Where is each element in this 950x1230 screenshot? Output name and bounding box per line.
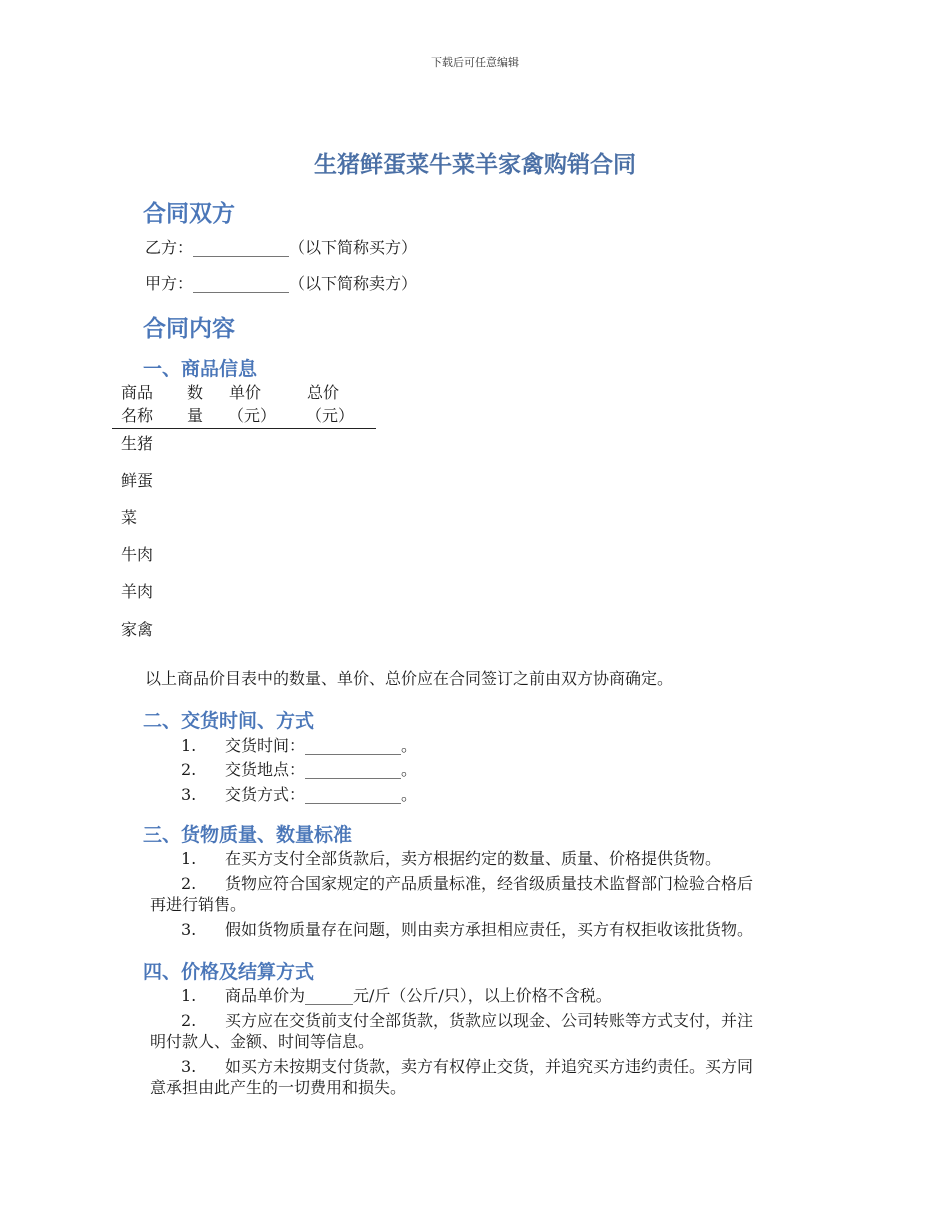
- list-item: 交货地点：____________。: [225, 760, 418, 779]
- list-item: 货物应符合国家规定的产品质量标准，经省级质量技术监督部门检验合格后: [225, 874, 754, 893]
- table-row-name: 羊肉: [121, 582, 154, 601]
- col-header-qty-1: 数: [187, 383, 204, 402]
- list-item: 买方应在交货前支付全部货款，货款应以现金、公司转账等方式支付，并注: [225, 1011, 754, 1030]
- list-item-number: 2.: [181, 760, 197, 779]
- table-row-name: 生猪: [121, 434, 154, 453]
- table-row-name: 家禽: [121, 620, 154, 639]
- header-note: 下载后可任意编辑: [431, 56, 519, 69]
- list-item-number: 3.: [181, 785, 197, 804]
- list-item-number: 2.: [181, 874, 197, 893]
- table-row-name: 鲜蛋: [121, 471, 154, 490]
- document-title: 生猪鲜蛋菜牛菜羊家禽购销合同: [314, 152, 636, 178]
- goods-heading: 一、商品信息: [143, 358, 258, 380]
- list-item-number: 1.: [181, 849, 197, 868]
- table-row-name: 菜: [121, 508, 138, 527]
- goods-note: 以上商品价目表中的数量、单价、总价应在合同签订之前由双方协商确定。: [145, 669, 674, 688]
- col-header-unit-price-2: （元）: [228, 406, 277, 425]
- list-item: 在买方支付全部货款后，卖方根据约定的数量、质量、价格提供货物。: [225, 849, 722, 868]
- list-item-number: 1.: [181, 986, 197, 1005]
- party-a-line: 甲方：____________（以下简称卖方）: [145, 274, 418, 293]
- list-item-continuation: 明付款人、金额、时间等信息。: [150, 1032, 375, 1051]
- list-item-number: 2.: [181, 1011, 197, 1030]
- col-header-name-2: 名称: [121, 406, 154, 425]
- col-header-qty-2: 量: [187, 406, 204, 425]
- list-item: 商品单价为______元/斤（公斤/只），以上价格不含税。: [225, 986, 612, 1005]
- parties-heading: 合同双方: [143, 201, 235, 227]
- list-item-number: 1.: [181, 736, 197, 755]
- col-header-unit-price-1: 单价: [229, 383, 262, 402]
- col-header-total-2: （元）: [306, 406, 355, 425]
- delivery-heading: 二、交货时间、方式: [143, 710, 315, 732]
- col-header-total-1: 总价: [307, 383, 340, 402]
- list-item: 如买方未按期支付货款，卖方有权停止交货，并追究买方违约责任。买方同: [225, 1057, 754, 1076]
- content-heading: 合同内容: [143, 316, 235, 342]
- list-item: 假如货物质量存在问题，则由卖方承担相应责任，买方有权拒收该批货物。: [225, 920, 754, 939]
- list-item: 交货时间：____________。: [225, 736, 418, 755]
- list-item-continuation: 意承担由此产生的一切费用和损失。: [150, 1078, 407, 1097]
- price-heading: 四、价格及结算方式: [143, 961, 315, 983]
- list-item-number: 3.: [181, 1057, 197, 1076]
- list-item: 交货方式：____________。: [225, 785, 418, 804]
- table-header-rule: [112, 428, 376, 429]
- list-item-number: 3.: [181, 920, 197, 939]
- col-header-name-1: 商品: [121, 383, 154, 402]
- table-row-name: 牛肉: [121, 545, 154, 564]
- list-item-continuation: 再进行销售。: [150, 895, 247, 914]
- quality-heading: 三、货物质量、数量标准: [143, 824, 353, 846]
- party-b-line: 乙方：____________（以下简称买方）: [145, 238, 418, 257]
